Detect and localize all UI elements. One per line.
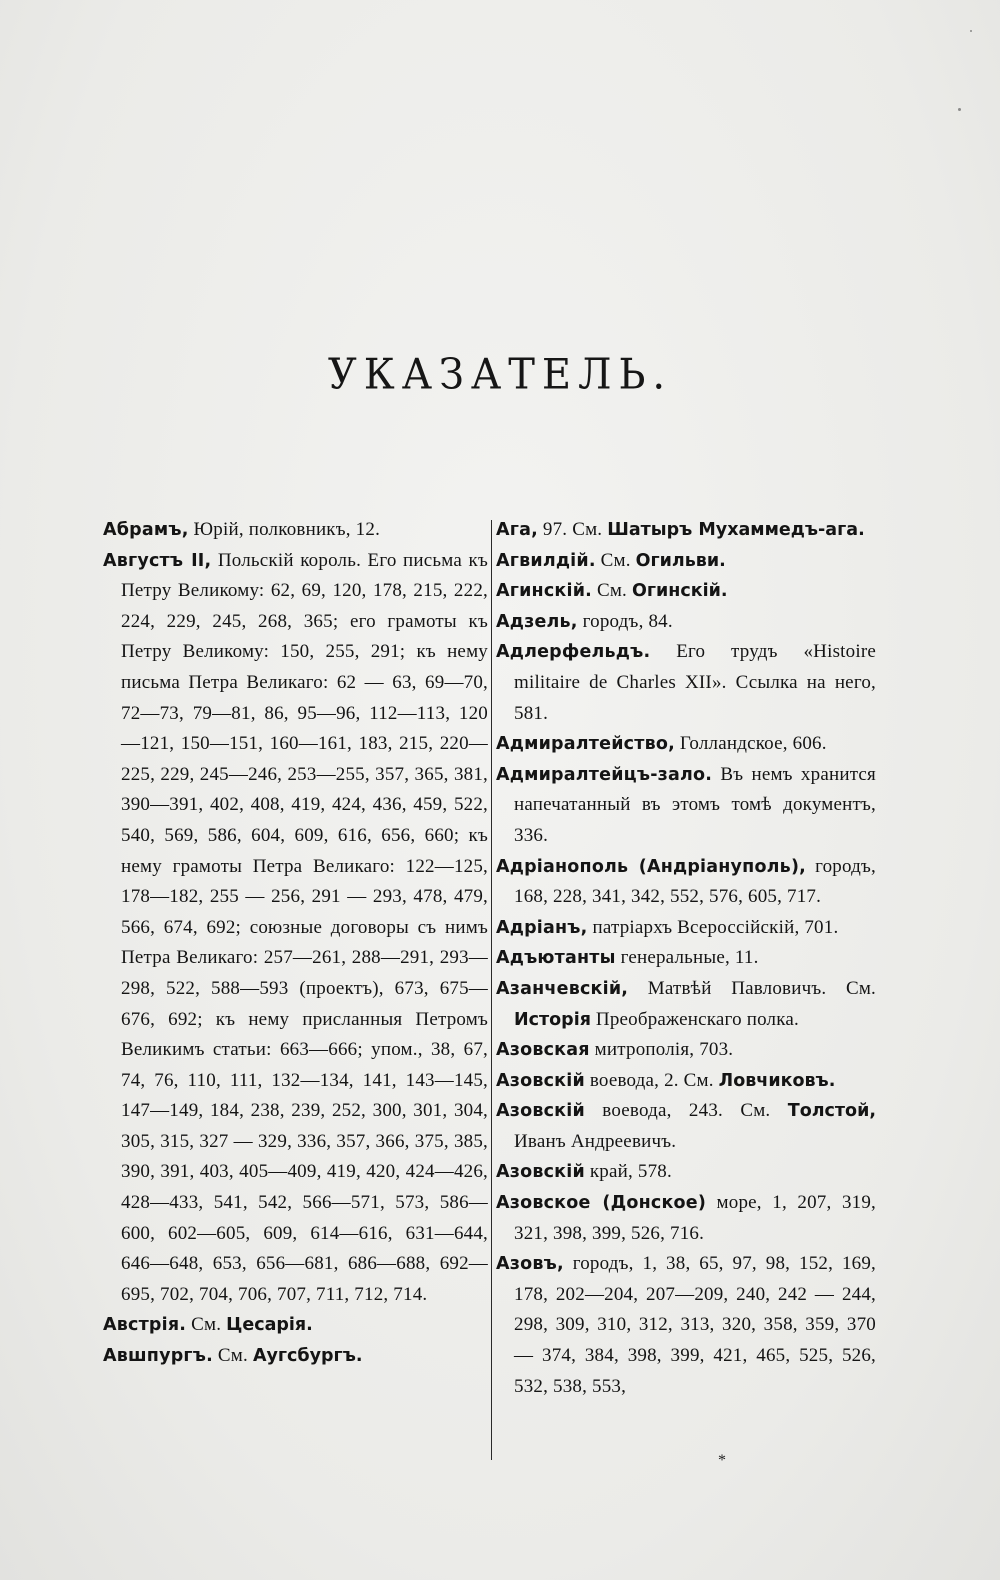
entry-text: воевода, 243. См. (584, 1100, 788, 1122)
entry-text: Польскій король. Его письма къ Петру Великому: 62, 69, 120, 178, 215, 222, 224, 229, 245, 268, 365; его грамоты къ Петру Великому: 150, 255, 291; къ нему письма Петра Великаго: 62 — 63, 69—70, 72—73, 79—81, 86, 95—96, 112—113, 120—121, 150—151, 160—161, 183, 215, 220—225, 229, 245—246, 253—255, 357, 365, 381, 390—391, 402, 408, 419, 424, 436, 459, 522, 540, 569, 586, 604, 609, 616, 656, 660; къ нему грамоты Петра Великаго: 122—125, 178—182, 255 — 256, 291 — 293, 478, 479, 566, 674, 692; союзные договоры съ нимъ Петра Великаго: 257—261, 288—291, 293—298, 522, 588—593 (проектъ), 673, 675—676, 692; къ нему присланныя Петромъ Великимъ статьи: 663—666; упом., 38, 67, 74, 76, 110, 111, 132—134, 141, 143—145, 147—149, 184, 238, 239, 252, 300, 301, 304, 305, 315, 327 — 329, 336, 357, 366, 375, 385, 390, 391, 403, 405—409, 419, 420, 424—426, 428—433, 541, 542, 566—571, 573, 586—600, 602—605, 609, 614—616, 631—644, 646—648, 653, 656—681, 686—688, 692—695, 702, 704, 706, 707, 711, 712, 714. (121, 549, 488, 1305)
entry-text: городъ, 1, 38, 65, 97, 98, 152, 169, 178, 202—204, 207—209, 240, 242 — 244, 298, 309, 310, 312, 313, 320, 358, 359, 370 — 374, 384, 398, 399, 421, 465, 525, 526, 532, 538, 553, (514, 1253, 876, 1397)
entry-text: Матвѣй Павловичъ. См. (628, 977, 876, 999)
index-entry (496, 943, 876, 974)
entry-reference: Огильви. (635, 550, 726, 571)
index-left-column (103, 515, 488, 1372)
entry-heading: Азовскій (496, 1101, 585, 1122)
print-speck (958, 108, 961, 111)
entry-heading: Азовская (496, 1040, 590, 1061)
entry-text: патріархъ Всероссійскій, 701. (587, 916, 839, 938)
entry-heading: Агинскій. (496, 581, 592, 602)
entry-heading: Абрамъ, (103, 520, 189, 540)
entry-text: воевода, 2. См. (584, 1069, 719, 1091)
signature-mark: * (718, 1452, 726, 1469)
entry-reference: Толстой, (787, 1101, 876, 1122)
column-divider (491, 520, 492, 1460)
entry-heading: Адзель, (496, 611, 578, 632)
entry-heading: Адріанъ, (496, 917, 588, 938)
entry-reference: Ловчиковъ. (718, 1070, 836, 1091)
entry-text: Преображенскаго полка. (590, 1008, 799, 1030)
index-entry (496, 913, 876, 944)
entry-text: Его трудъ «Histoire militaire de Charles XII». Ссылка на него, 581. (514, 641, 876, 724)
entry-text: городъ, 168, 228, 341, 342, 552, 576, 605, 717. (514, 855, 876, 908)
index-entry (103, 1341, 488, 1372)
page-title: УКАЗАТЕЛЬ. (327, 350, 673, 400)
index-entry (103, 546, 488, 1311)
entry-text: См. (186, 1314, 227, 1336)
index-entry (496, 729, 876, 760)
entry-text: См. (212, 1345, 253, 1367)
index-entry (496, 1249, 876, 1402)
entry-reference: Цесарія. (226, 1315, 313, 1336)
entry-heading: Азовское (Донское) (496, 1193, 707, 1214)
entry-reference: Аугсбургъ. (252, 1346, 363, 1367)
index-entry (496, 515, 876, 546)
entry-heading: Адмиралтейцъ-зало. (496, 764, 713, 785)
entry-heading: Ага, (496, 520, 538, 540)
index-entry (496, 1035, 876, 1066)
entry-heading: Адмиралтейство, (496, 734, 675, 755)
entry-reference: Исторія (514, 1009, 591, 1030)
index-entry (496, 546, 876, 577)
entry-text: См. (592, 580, 632, 602)
entry-text: Юрій, полковникъ, 12. (188, 519, 381, 540)
entry-text: митрополія, 703. (589, 1039, 734, 1061)
entry-heading: Адъютанты (496, 948, 616, 969)
index-entry (496, 852, 876, 913)
entry-heading: Азовскій (496, 1070, 585, 1091)
entry-text: Въ немъ хранится напечатанный въ этомъ томѣ документъ, 336. (514, 763, 876, 846)
print-speck (970, 30, 972, 32)
entry-heading: Азовъ, (496, 1254, 564, 1275)
index-entry (103, 1310, 488, 1341)
entry-heading: Авшпургъ. (103, 1346, 213, 1367)
entry-heading: Августъ II, (103, 550, 212, 571)
entry-heading: Адріанополь (Андріануполь), (496, 856, 806, 877)
index-entry (496, 760, 876, 852)
entry-text: городъ, 84. (577, 610, 673, 632)
entry-text: море, 1, 207, 319, 321, 398, 399, 526, 716. (514, 1192, 877, 1244)
index-entry (496, 1066, 876, 1097)
index-entry (103, 515, 488, 546)
entry-text: Иванъ Андреевичъ. (514, 1130, 677, 1152)
entry-heading: Азанчевскій, (496, 978, 629, 999)
entry-heading: Азовскій (496, 1162, 585, 1183)
entry-heading: Агвилдій. (496, 550, 596, 571)
entry-reference: Шатыръ Мухаммедъ-ага. (607, 520, 865, 540)
index-entry (496, 637, 876, 729)
entry-heading: Австрія. (103, 1315, 187, 1336)
index-entry (496, 1096, 876, 1157)
index-entry (496, 974, 876, 1035)
index-entry (496, 1188, 876, 1249)
entry-text: Голландское, 606. (674, 733, 827, 755)
index-entry (496, 1157, 876, 1188)
entry-reference: Огинскій. (631, 581, 728, 602)
index-right-column (496, 515, 876, 1402)
entry-text: край, 578. (584, 1161, 672, 1183)
entry-text: генеральные, 11. (615, 947, 759, 969)
entry-heading: Адлерфельдъ. (496, 642, 651, 663)
index-entry (496, 576, 876, 607)
entry-text: См. (595, 549, 636, 571)
entry-text: 97. См. (537, 519, 608, 540)
index-entry (496, 607, 876, 638)
